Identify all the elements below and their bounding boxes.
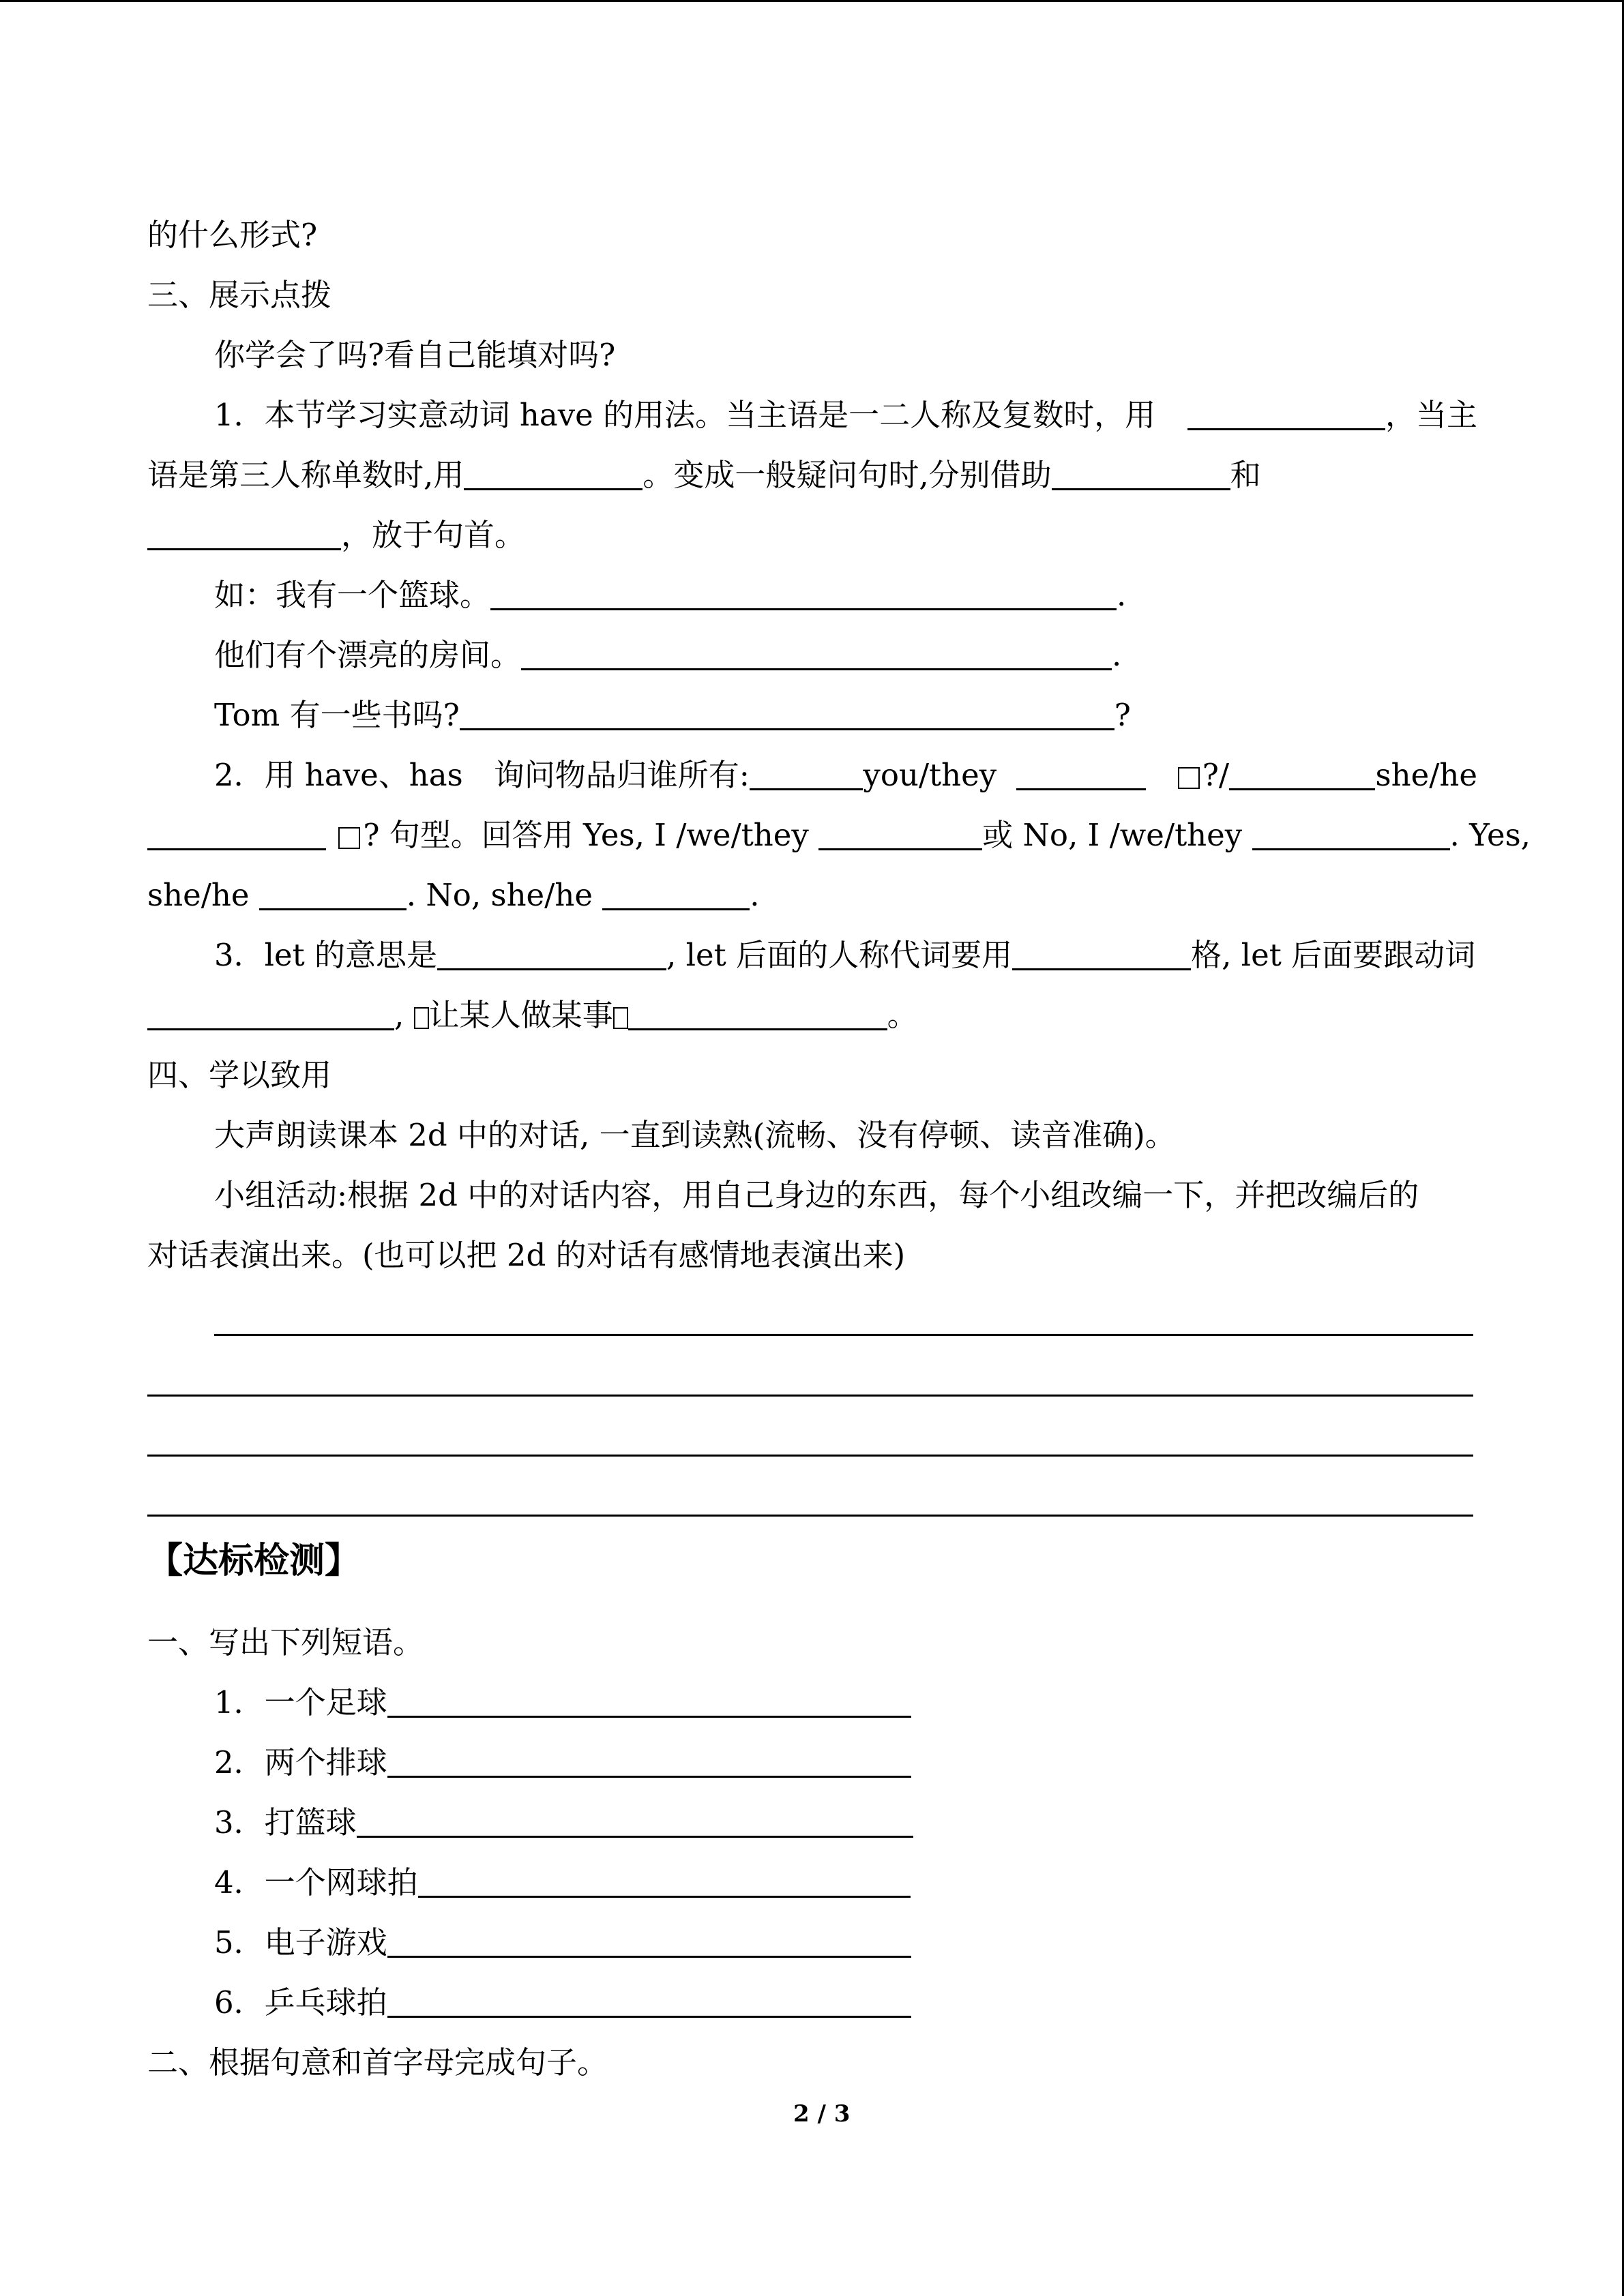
item2-blank-7[interactable] — [259, 876, 407, 910]
example-1-label: 如：我有一个篮球。 — [214, 577, 491, 613]
example-1-blank[interactable] — [490, 576, 1117, 610]
item1-line2 — [147, 455, 1261, 496]
item2-line3 — [147, 875, 760, 916]
item1-line1 — [214, 395, 1477, 436]
item2-text-f: 或 No, I /we/they — [982, 817, 1243, 853]
phrase-blank[interactable] — [387, 1683, 911, 1718]
item1-text-d: 。变成一般疑问句时,分别借助 — [643, 457, 1052, 493]
phrase-label: 4．一个网球拍 — [214, 1864, 418, 1900]
phrase-label: 2．两个排球 — [214, 1744, 387, 1780]
phrase-label: 3．打篮球 — [214, 1804, 357, 1840]
missing-glyph-box — [338, 827, 360, 849]
item3-blank-3[interactable] — [147, 996, 394, 1030]
item2-text-b: you/they — [863, 757, 997, 793]
assessment-part1-heading: 一、写出下列短语。 — [147, 1624, 424, 1660]
item3-line1 — [214, 935, 1477, 976]
missing-glyph-box — [1178, 767, 1200, 789]
item1-blank-1[interactable] — [1187, 396, 1385, 430]
assessment-part2-heading: 二、根据句意和首字母完成句子。 — [147, 2044, 608, 2081]
item3-blank-4[interactable] — [628, 996, 887, 1030]
phrase-label: 5．电子游戏 — [214, 1924, 387, 1960]
phrase-item — [214, 1802, 913, 1843]
page-border-top — [0, 0, 1624, 2]
assessment-title: 【达标检测】 — [147, 1540, 361, 1581]
example-2 — [214, 635, 1121, 676]
item3-text-e: 让某人做某事 — [428, 997, 613, 1033]
phrase-blank[interactable] — [387, 1743, 911, 1778]
item2-blank-5[interactable] — [818, 816, 982, 850]
item3-line2 — [147, 995, 918, 1036]
item2-text-g: . Yes, — [1449, 817, 1531, 853]
item2-blank-4[interactable] — [147, 816, 326, 850]
item3-text-b: , let 后面的人称代词要用 — [666, 937, 1013, 973]
writing-line[interactable] — [147, 1395, 1473, 1397]
example-1-period: . — [1117, 577, 1127, 613]
example-3 — [214, 695, 1131, 736]
example-2-blank[interactable] — [521, 636, 1112, 670]
phrase-item — [214, 1862, 911, 1903]
item3-text-a: 3．let 的意思是 — [214, 937, 438, 973]
phrase-item — [214, 1682, 911, 1723]
phrase-blank[interactable] — [387, 1923, 911, 1958]
item2-blank-6[interactable] — [1252, 816, 1450, 850]
item2-line2 — [147, 815, 1531, 856]
item1-text-f: ，放于句首。 — [341, 517, 526, 553]
writing-line[interactable] — [214, 1334, 1473, 1336]
item1-blank-3[interactable] — [1052, 456, 1230, 490]
item3-text-c: 格, let 后面要跟动词 — [1191, 937, 1476, 973]
section4-p2b: 对话表演出来。(也可以把 2d 的对话有感情地表演出来) — [147, 1237, 906, 1273]
section3-prompt: 你学会了吗?看自己能填对吗? — [214, 337, 616, 373]
missing-glyph-box — [414, 1007, 429, 1029]
item2-blank-1[interactable] — [750, 756, 863, 790]
writing-line[interactable] — [147, 1455, 1473, 1457]
phrase-item — [214, 1742, 911, 1783]
section4-heading: 四、学以致用 — [147, 1057, 332, 1093]
item3-text-d: , — [394, 997, 404, 1033]
item2-text-d: she/he — [1375, 757, 1477, 793]
item2-text-i: . No, she/he — [406, 877, 593, 913]
item1-text-e: 和 — [1230, 457, 1261, 493]
phrase-label: 6．乒乓球拍 — [214, 1984, 387, 2021]
item2-text-e: ? 句型。回答用 Yes, I /we/they — [363, 817, 809, 853]
item2-text-h: she/he — [147, 877, 250, 913]
item2-text-a: 2．用 have、has 询问物品归谁所有: — [214, 757, 750, 793]
item3-blank-1[interactable] — [437, 936, 666, 970]
missing-glyph-box — [613, 1007, 628, 1029]
example-2-label: 他们有个漂亮的房间。 — [214, 637, 522, 673]
item2-text-j: . — [750, 877, 760, 913]
item1-text-b: ，当主 — [1385, 397, 1477, 433]
item1-line3 — [147, 515, 525, 556]
item2-text-c: ?/ — [1202, 757, 1229, 793]
intro-continuation: 的什么形式? — [147, 217, 318, 253]
item2-blank-2[interactable] — [1016, 756, 1146, 790]
phrase-item — [214, 1982, 911, 2023]
phrase-label: 1．一个足球 — [214, 1684, 387, 1720]
section4-p2a: 小组活动:根据 2d 中的对话内容，用自己身边的东西，每个小组改编一下，并把改编后的 — [214, 1177, 1419, 1213]
section4-p1: 大声朗读课本 2d 中的对话, 一直到读熟(流畅、没有停顿、读音准确)。 — [214, 1117, 1176, 1153]
item2-blank-3[interactable] — [1229, 756, 1375, 790]
phrase-blank[interactable] — [387, 1983, 911, 2018]
item2-blank-8[interactable] — [602, 876, 750, 910]
item3-blank-2[interactable] — [1012, 936, 1191, 970]
item1-text-a: 1．本节学习实意动词 have 的用法。当主语是一二人称及复数时，用 — [214, 397, 1156, 433]
example-2-period: . — [1112, 637, 1122, 673]
item3-text-f: 。 — [887, 997, 918, 1033]
item2-line1 — [214, 755, 1477, 796]
example-3-label: Tom 有一些书吗? — [214, 697, 460, 733]
phrase-blank[interactable] — [357, 1803, 913, 1838]
example-3-blank[interactable] — [460, 696, 1114, 730]
example-1 — [214, 575, 1126, 616]
writing-line[interactable] — [147, 1515, 1473, 1517]
item1-blank-4[interactable] — [147, 516, 341, 550]
item1-text-c: 语是第三人称单数时,用 — [147, 457, 464, 493]
example-3-qmark: ? — [1114, 697, 1131, 733]
page-number: 2 / 3 — [793, 2100, 851, 2128]
phrase-blank[interactable] — [418, 1863, 911, 1898]
phrase-item — [214, 1922, 911, 1963]
item1-blank-2[interactable] — [464, 456, 643, 490]
section3-heading: 三、展示点拨 — [147, 277, 332, 313]
